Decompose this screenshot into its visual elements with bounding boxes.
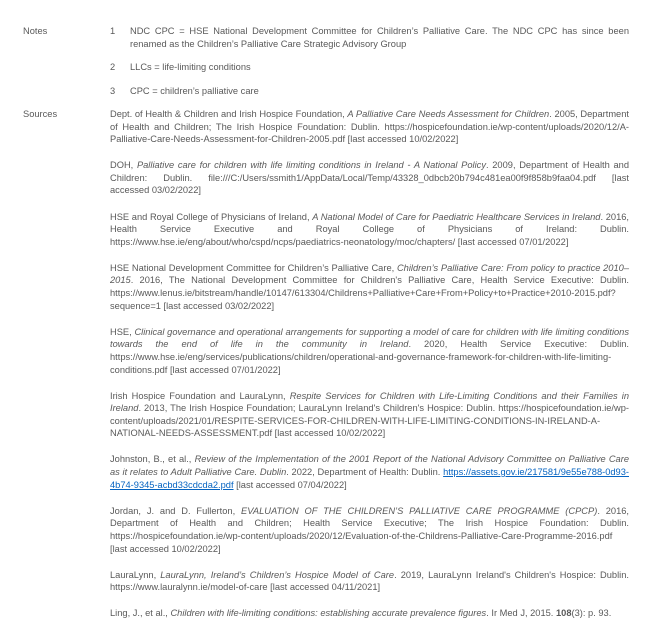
source-authors: Ling, J., et al., (110, 608, 171, 619)
source-title: EVALUATION OF THE CHILDREN’S PALLIATIVE CARE PROGRAMME (CPCP) (241, 505, 598, 516)
sources-list (110, 108, 629, 633)
source-entry (110, 505, 629, 555)
source-title: Children with life-limiting conditions: establishing accurate prevalence figures (170, 608, 487, 619)
source-details: . 2016, Department of Health and Children; Health Service Executive; The Irish Hospice Foundation: Dublin. https://hospicefoundation.ie/wp-content/uploads/2020/12/Evaluation-of-the-Childrens-Palliative-Care-Programme-2016.pdf [last accessed 10/02/2022] (110, 505, 630, 554)
source-authors: Dept. of Health & Children and Irish Hospice Foundation, (110, 109, 348, 119)
source-entry (110, 326, 629, 376)
source-details: . 2016, The National Development Committee for Children's Palliative Care, Health Service Executive: Dublin. https://www.lenus.ie/bitstream/handle/10147/613304/Childrens+Palliative+Care+From+Policy+to+Practice+2010-2015.pdf?sequence=1 [last accessed 03/02/2022] (110, 275, 629, 311)
source-authors: Jordan, J. and D. Fullerton, (110, 505, 241, 516)
source-title: Children’s Palliative Care: From policy to practice 2010–2015 (110, 262, 629, 286)
source-entry (110, 159, 629, 197)
source-authors: HSE, (110, 326, 135, 337)
source-title: LauraLynn, Ireland’s Children’s Hospice Model of Care (160, 569, 395, 580)
source-details: . 2020, Health Service Executive: Dublin. https://www.hse.ie/eng/services/publications/children/operational-and-governance-framework-for-children-with-life-limiting-conditions.pdf [last accessed 07/01/2022] (110, 339, 630, 375)
source-entry (110, 262, 629, 312)
source-title: Clinical governance and operational arrangements for supporting a model of care for children with life limiting conditions towards the end of life in the community in Ireland (110, 326, 629, 350)
note-text: CPC = children’s palliative care (130, 85, 259, 96)
source-authors: DOH, (110, 160, 137, 171)
note-number: 2 (110, 62, 116, 73)
source-entry (110, 569, 629, 594)
source-details: . Ir Med J, 2015. (486, 608, 556, 619)
note-item (110, 85, 629, 98)
note-item (110, 61, 629, 74)
source-entry (110, 453, 629, 491)
source-details: . 2019, LauraLynn Ireland's Children's Hospice: Dublin. https://www.lauralynn.ie/model-of-care [last accessed 04/11/2021] (110, 569, 629, 593)
source-title: A Palliative Care Needs Assessment for Children (347, 109, 550, 119)
source-details: . 2013, The Irish Hospice Foundation; LauraLynn Ireland's Children's Hospice: Dublin. https://hospicefoundation.ie/wp-content/uploads/2021/01/RESPITE-SERVICES-FOR-CHILDREN-WITH-LIFE-LIMITING-CONDITIONS-IN-IRELAND-A-NATIONAL-NEEDS-ASSESSMENT.pdf [last accessed 10/02/2022] (110, 403, 629, 439)
note-text: NDC CPC = HSE National Development Committee for Children’s Palliative Care. The NDC CPC has since been renamed as the Children’s Palliative Care Strategic Advisory Group (130, 26, 629, 49)
note-number: 3 (110, 85, 116, 96)
source-entry (110, 211, 629, 249)
source-title: Palliative care for children with life limiting conditions in Ireland - A National Policy (136, 160, 486, 171)
notes-list (110, 25, 629, 108)
source-title: A National Model of Care for Paediatric Healthcare Services in Ireland (312, 211, 601, 222)
source-entry (110, 108, 629, 146)
source-entry (110, 607, 629, 620)
source-authors: Irish Hospice Foundation and LauraLynn, (110, 390, 290, 401)
source-details: . 2005, Department of Health and Children; The Irish Hospice Foundation: Dublin. https://hospicefoundation.ie/wp-content/uploads/2020/12/A-Palliative-Care-Needs-Assessment-for-Children-2005.pdf [last accessed 10/02/2022] (110, 109, 629, 145)
source-pages: (3): p. 93. (571, 608, 612, 619)
source-authors: HSE and Royal College of Physicians of Ireland, (110, 211, 313, 222)
sources-label: Sources (23, 109, 58, 119)
note-text: LLCs = life-limiting conditions (130, 62, 251, 73)
source-volume: 108 (555, 608, 572, 619)
notes-label: Notes (23, 26, 48, 36)
note-item (110, 25, 629, 50)
source-entry (110, 390, 629, 440)
note-number: 1 (110, 26, 116, 36)
source-authors: LauraLynn, (110, 569, 161, 580)
source-authors: Johnston, B., et al., (110, 454, 195, 465)
source-details: . 2022, Department of Health: Dublin. (286, 467, 444, 478)
source-access-date: [last accessed 07/04/2022] (233, 479, 347, 490)
source-details: . 2009, Department of Health and Children: Dublin. file:///C:/Users/ssmith1/AppData/Local/Temp/43328_0dbcb20b794c481ea00f9f858b9faa04.pdf [last accessed 03/02/2022] (110, 160, 629, 196)
source-details: . 2016, Health Service Executive and Royal College of Physicians of Ireland: Dublin. https://www.hse.ie/eng/about/who/cspd/ncps/paediatrics-neonatology/moc/chapters/ [last accessed 07/01/2022] (110, 211, 629, 247)
source-link[interactable]: https://assets.gov.ie/217581/9e55e788-0d93-4b74-9345-acbd33cdcda2.pdf (110, 467, 629, 490)
source-title: Respite Services for Children with Life-Limiting Conditions and their Families in Ireland (110, 390, 629, 414)
source-authors: HSE National Development Committee for Children’s Palliative Care, (110, 262, 397, 273)
source-title: Review of the Implementation of the 2001 Report of the National Advisory Committee on Palliative Care as it relates to Adult Palliative Care. Dublin (110, 454, 629, 478)
